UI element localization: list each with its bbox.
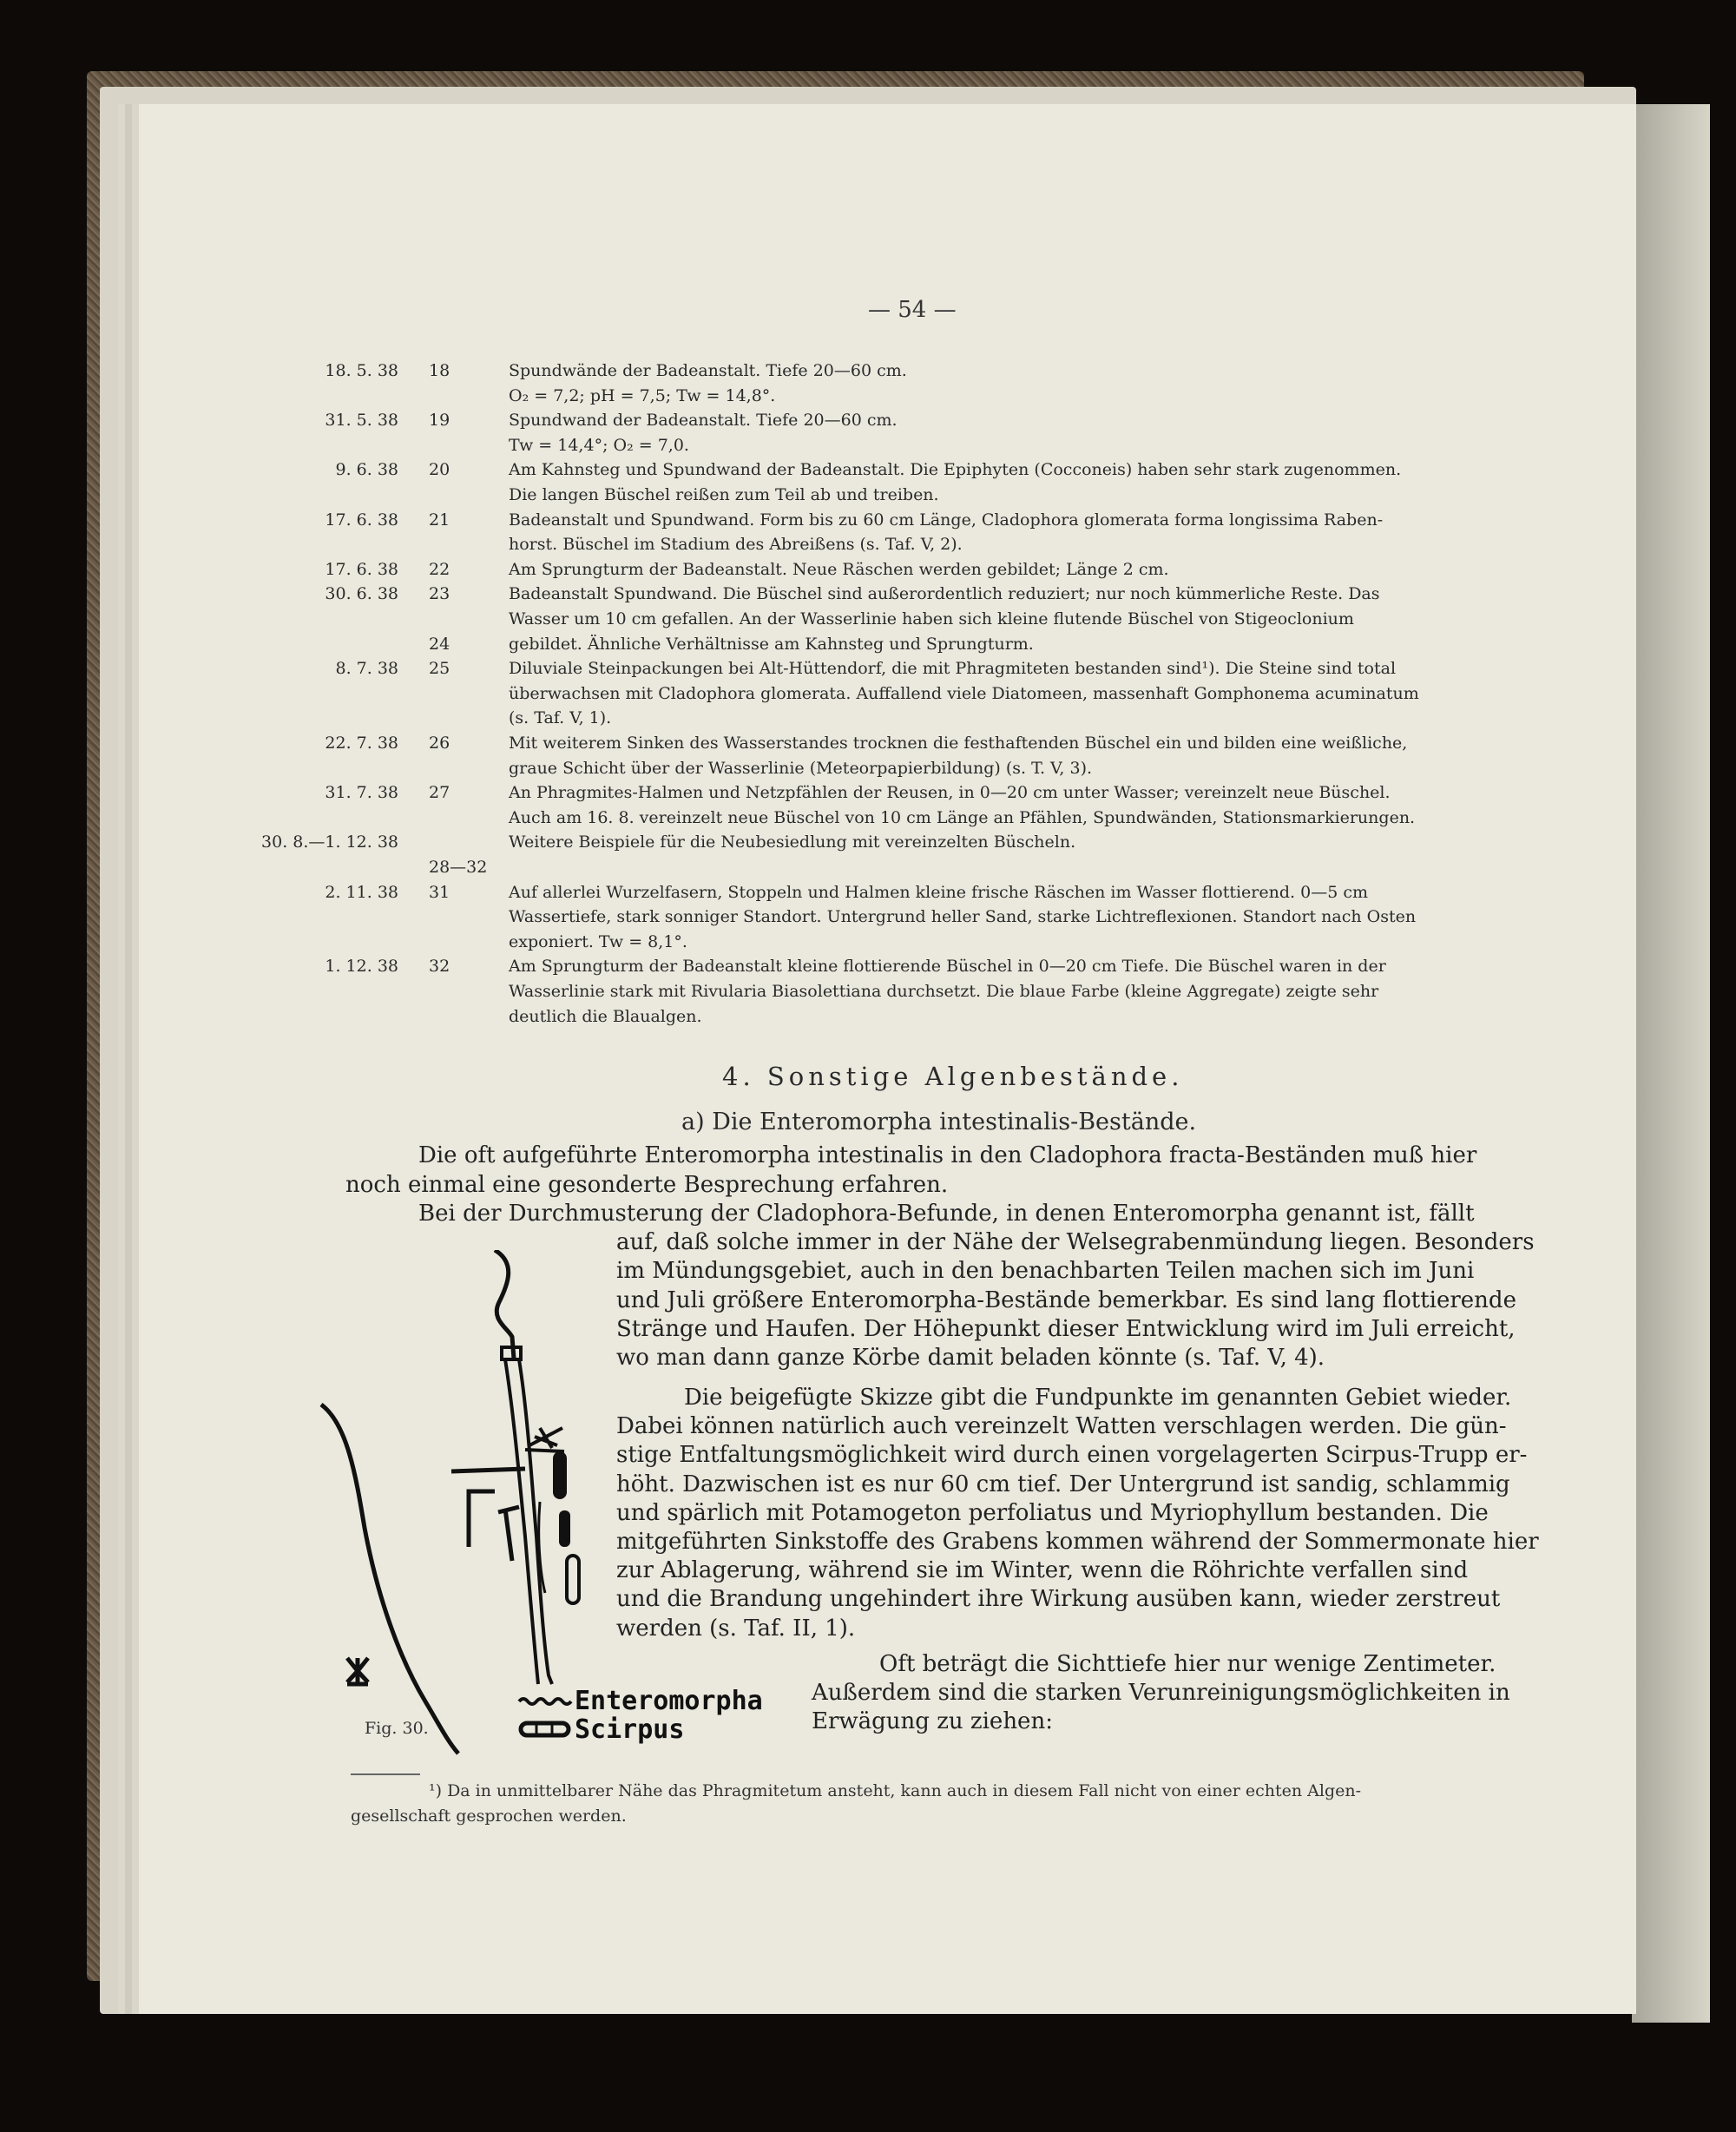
table-text: Wassertiefe, stark sonniger Standort. Untergrund heller Sand, starke Lichtreflexionen. Standort nach Osten [509,907,1417,927]
table-line [0,806,1736,830]
table-line [0,508,1736,532]
table-text: Auch am 16. 8. vereinzelt neue Büschel von 10 cm Länge an Pfählen, Spundwänden, Stationsmarkierungen. [509,807,1416,827]
table-line [0,880,1736,905]
bath-structure-right [498,1507,519,1561]
text-line: Dabei können natürlich auch vereinzelt Watten verschlagen werden. Die gün- [616,1413,1507,1440]
table-text: Wasserlinie stark mit Rivularia Biasolettiana durchsetzt. Die blaue Farbe (kleine Aggregate) zeigte sehr [509,982,1379,1001]
table-line [0,731,1736,755]
table-number: 21 [429,510,450,530]
table-text: horst. Büschel im Stadium des Abreißens (s. Taf. V, 2). [509,535,963,555]
table-text: Diluviale Steinpackungen bei Alt-Hüttendorf, die mit Phragmiteten bestanden sind¹). Die Steine sind total [509,659,1397,679]
table-line [0,905,1736,929]
text-line: im Mündungsgebiet, auch in den benachbarten Teilen machen sich im Juni [616,1258,1475,1285]
table-date: 17. 6. 38 [325,510,398,530]
jetty-line [451,1469,525,1471]
table-line [0,681,1736,706]
table-date: 31. 7. 38 [325,783,398,803]
table-number: 23 [429,584,450,604]
text-line: mitgeführten Sinkstoffe des Grabens kommen während der Sommermonate hier [616,1529,1539,1555]
table-text: Am Kahnsteg und Spundwand der Badeanstalt. Die Epiphyten (Cocconeis) haben sehr stark zugenommen. [509,460,1402,480]
table-line [0,855,1736,879]
table-line [0,557,1736,582]
table-number: 26 [429,734,450,753]
table-number: 18 [429,361,450,380]
table-line [0,706,1736,730]
table-line [0,582,1736,606]
footnote-rule [351,1773,420,1775]
table-text: deutlich die Blaualgen. [509,1006,702,1026]
section-heading: 4. Sonstige Algenbestände. [722,1062,1184,1091]
table-line [0,359,1736,383]
table-date: 9. 6. 38 [335,460,398,480]
table-line [0,483,1736,507]
table-line [0,780,1736,805]
table-line [0,433,1736,457]
table-text: Wasser um 10 cm gefallen. An der Wasserlinie haben sich kleine flutende Büschel von Stigeoclonium [509,609,1354,628]
table-line [0,607,1736,631]
scirpus-patch-3 [567,1556,579,1603]
text-line: Außerdem sind die starken Verunreinigungsmöglichkeiten in [812,1680,1510,1707]
table-text: Weitere Beispiele für die Neubesiedlung mit vereinzelten Büscheln. [509,832,1076,852]
table-number: 20 [429,460,450,480]
table-number: 19 [429,411,450,431]
legend-enteromorpha: Enteromorpha [575,1686,763,1716]
text-line: ¹) Da in unmittelbarer Nähe das Phragmitetum ansteht, kann auch in diesem Fall nicht von einer echten Algen- [429,1781,1362,1800]
figure-caption: Fig. 30. [365,1719,429,1738]
table-text: Mit weiterem Sinken des Wasserstandes trocknen die festhaftenden Büschel ein und bilden eine weißliche, [509,734,1408,753]
scirpus-patch-2 [559,1510,570,1547]
table-line [0,632,1736,656]
table-number: 22 [429,559,450,579]
table-line [0,979,1736,1003]
shoreline-path [321,1405,458,1754]
table-line [0,830,1736,854]
table-line [0,1004,1736,1029]
page-number: — 54 — [868,297,957,323]
table-text: überwachsen mit Cladophora glomerata. Auffallend viele Diatomeen, massenhaft Gomphonema acuminatum [509,683,1419,703]
windmill-icon [347,1658,368,1684]
table-text: exponiert. Tw = 8,1°. [509,931,687,951]
table-text: Spundwände der Badeanstalt. Tiefe 20—60 cm. [509,361,907,380]
table-text: Spundwand der Badeanstalt. Tiefe 20—60 cm. [509,411,898,431]
table-text: An Phragmites-Halmen und Netzpfählen der Reusen, in 0—20 cm unter Wasser; vereinzelt neue Büschel. [509,783,1391,803]
table-date: 17. 6. 38 [325,559,398,579]
legend-scirpus: Scirpus [575,1714,685,1745]
enteromorpha-legend-symbol [519,1699,571,1704]
text-line: und die Brandung ungehindert ihre Wirkung ausüben kann, wieder zerstreut [616,1586,1501,1613]
table-date: 30. 8.—1. 12. 38 [261,832,398,852]
text-line: werden (s. Taf. II, 1). [616,1615,856,1642]
table-text: Badeanstalt Spundwand. Die Büschel sind außerordentlich reduziert; nur noch kümmerliche Reste. Das [509,584,1380,604]
table-number: 28—32 [429,858,488,877]
table-date: 8. 7. 38 [335,659,398,679]
text-line: stige Entfaltungsmöglichkeit wird durch einen vorgelagerten Scirpus-Trupp er- [616,1442,1528,1469]
bath-structure-left [469,1491,495,1547]
table-line [0,384,1736,408]
table-line [0,457,1736,482]
table-number: 31 [429,882,450,902]
table-text: Am Sprungturm der Badeanstalt kleine flottierende Büschel in 0—20 cm Tiefe. Die Büschel waren in der [509,957,1386,977]
text-line: auf, daß solche immer in der Nähe der Welsegrabenmündung liegen. Besonders [616,1229,1535,1256]
table-date: 30. 6. 38 [325,584,398,604]
text-line: höht. Dazwischen ist es nur 60 cm tief. Der Untergrund ist sandig, schlammig [616,1471,1510,1497]
table-line [0,930,1736,954]
table-date: 2. 11. 38 [325,882,398,902]
text-line: Die oft aufgeführte Enteromorpha intestinalis in den Cladophora fracta-Beständen muß hier [418,1142,1477,1168]
scirpus-legend-symbol [521,1723,569,1735]
table-date: 22. 7. 38 [325,734,398,753]
table-line [0,756,1736,780]
subheading: a) Die Enteromorpha intestinalis-Bestände. [681,1109,1197,1135]
table-date: 31. 5. 38 [325,411,398,431]
table-line [0,954,1736,978]
text-line: gesellschaft gesprochen werden. [351,1806,627,1826]
table-date: 18. 5. 38 [325,361,398,380]
text-line: Die beigefügte Skizze gibt die Fundpunkte im genannten Gebiet wieder. [684,1385,1512,1411]
table-text: Die langen Büschel reißen zum Teil ab und treiben. [509,485,939,504]
table-text: graue Schicht über der Wasserlinie (Meteorpapierbildung) (s. T. V, 3). [509,758,1093,778]
table-text: Auf allerlei Wurzelfasern, Stoppeln und Halmen kleine frische Räschen im Wasser flottierend. 0—5 cm [509,882,1368,902]
text-line: und spärlich mit Potamogeton perfoliatus und Myriophyllum bestanden. Die [616,1499,1489,1526]
text-line: Erwägung zu ziehen: [812,1708,1053,1735]
enteromorpha-mark [525,1428,564,1451]
text-line: zur Ablagerung, während sie im Winter, wenn die Röhrichte verfallen sind [616,1557,1469,1584]
table-line [0,656,1736,681]
scirpus-patch-1 [553,1451,567,1499]
table-date: 1. 12. 38 [325,957,398,977]
ditch-left-bank [505,1359,538,1684]
table-text: Am Sprungturm der Badeanstalt. Neue Räschen werden gebildet; Länge 2 cm. [509,559,1169,579]
table-text: O₂ = 7,2; pH = 7,5; Tw = 14,8°. [509,385,776,405]
table-text: (s. Taf. V, 1). [509,708,612,728]
table-text: Tw = 14,4°; O₂ = 7,0. [509,435,689,455]
table-text: gebildet. Ähnliche Verhältnisse am Kahnsteg und Sprungturm. [509,634,1034,654]
text-line: Bei der Durchmusterung der Cladophora-Befunde, in denen Enteromorpha genannt ist, fällt [418,1201,1475,1227]
table-text: Badeanstalt und Spundwand. Form bis zu 60 cm Länge, Cladophora glomerata forma longissima Raben- [509,510,1384,530]
table-number: 32 [429,957,450,977]
text-line: wo man dann ganze Körbe damit beladen könnte (s. Taf. V, 4). [616,1345,1325,1371]
text-line: noch einmal eine gesonderte Besprechung erfahren. [345,1172,949,1198]
table-number: 24 [429,634,450,654]
text-line: Stränge und Haufen. Der Höhepunkt dieser Entwicklung wird im Juli erreicht, [616,1315,1516,1342]
table-line [0,532,1736,556]
text-line: Oft beträgt die Sichttiefe hier nur wenige Zentimeter. [879,1651,1496,1677]
table-number: 25 [429,659,450,679]
ditch-upper-path [495,1250,514,1359]
table-number: 27 [429,783,450,803]
text-line: und Juli größere Enteromorpha-Bestände bemerkbar. Es sind lang flottierende [616,1286,1516,1313]
table-line [0,408,1736,432]
